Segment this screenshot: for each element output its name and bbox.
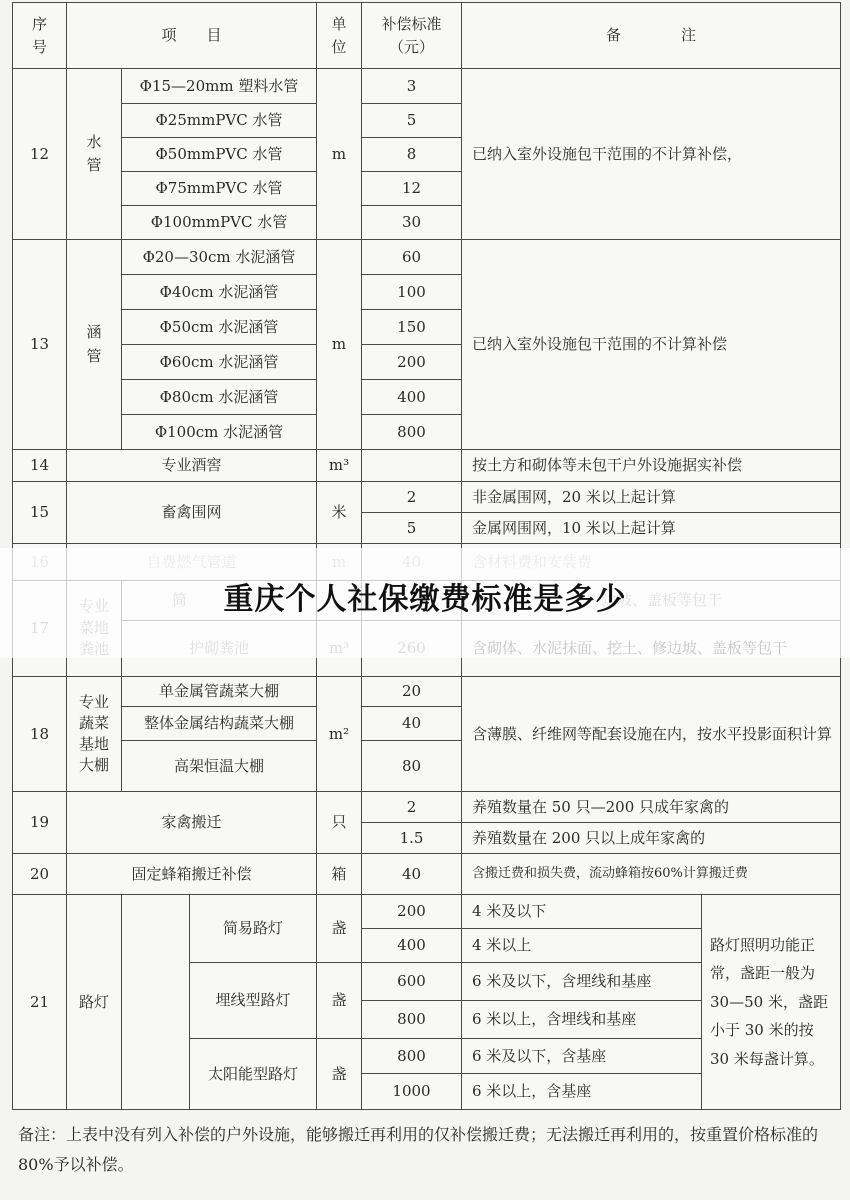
- row-unit: 米: [317, 482, 362, 544]
- item-name: Φ20—30cm 水泥涵管: [122, 240, 317, 275]
- table-row: [13, 450, 841, 482]
- item-value: 1000: [362, 1074, 462, 1110]
- item-value: 3: [362, 69, 462, 104]
- row-seq: 13: [13, 240, 67, 450]
- table-row: [13, 69, 841, 104]
- row-seq: 12: [13, 69, 67, 240]
- item-name: 高架恒温大棚: [122, 741, 317, 792]
- item-value: 2: [362, 482, 462, 513]
- item-name: 太阳能型路灯: [190, 1039, 317, 1110]
- item-value: 800: [362, 1001, 462, 1039]
- row-remark: 4 米及以下: [462, 895, 702, 929]
- row-unit: m: [317, 69, 362, 240]
- item-name: 整体金属结构蔬菜大棚: [122, 707, 317, 741]
- row-seq: 21: [13, 895, 67, 1110]
- item-value: 8: [362, 138, 462, 172]
- item-name: Φ50cm 水泥涵管: [122, 310, 317, 345]
- item-name: Φ50mmPVC 水管: [122, 138, 317, 172]
- row-seq: 18: [13, 677, 67, 792]
- table-row: [13, 895, 841, 929]
- row-category: 涵 管: [67, 240, 122, 450]
- row-unit: 盏: [317, 1039, 362, 1110]
- row-remark: 非金属围网，20 米以上起计算: [462, 482, 841, 513]
- item-value: 12: [362, 172, 462, 206]
- row-remark: 养殖数量在 50 只—200 只成年家禽的: [462, 792, 841, 823]
- item-name: Φ15—20mm 塑料水管: [122, 69, 317, 104]
- item-value: 150: [362, 310, 462, 345]
- item-value: 20: [362, 677, 462, 707]
- row-name: 固定蜂箱搬迁补偿: [67, 854, 317, 895]
- header-remark: 备 注: [462, 3, 841, 69]
- row-unit: m³: [317, 450, 362, 482]
- row-remark: 4 米以上: [462, 929, 702, 963]
- item-name: Φ80cm 水泥涵管: [122, 380, 317, 415]
- item-value: 5: [362, 104, 462, 138]
- row-remark: 6 米及以下，含埋线和基座: [462, 963, 702, 1001]
- header-item: 项 目: [67, 3, 317, 69]
- item-name: 单金属管蔬菜大棚: [122, 677, 317, 707]
- item-value: 600: [362, 963, 462, 1001]
- row-blank-cell: [122, 895, 190, 1110]
- header-unit: 单 位: [317, 3, 362, 69]
- item-name: Φ40cm 水泥涵管: [122, 275, 317, 310]
- footnote: 备注：上表中没有列入补偿的户外设施，能够搬迁再利用的仅补偿搬迁费；无法搬迁再利用的，按重置价格标准的 80%予以补偿。: [18, 1125, 819, 1174]
- row-remark: 6 米以上，含基座: [462, 1074, 702, 1110]
- row-name: 专业酒窖: [67, 450, 317, 482]
- header-seq: 序 号: [13, 3, 67, 69]
- item-value: 40: [362, 854, 462, 895]
- row-seq: 19: [13, 792, 67, 854]
- table-row: [13, 482, 841, 513]
- table-row: [13, 677, 841, 707]
- header-standard: 补偿标准 （元）: [362, 3, 462, 69]
- item-value: 30: [362, 206, 462, 240]
- item-value: 2: [362, 792, 462, 823]
- table-row: [13, 792, 841, 823]
- row-remark: 金属网围网，10 米以上起计算: [462, 513, 841, 544]
- row-category: 专业 蔬菜 基地 大棚: [67, 677, 122, 792]
- row-remark: 6 米以上，含埋线和基座: [462, 1001, 702, 1039]
- row-remark: 按土方和砌体等未包干户外设施据实补偿: [462, 450, 841, 482]
- row-unit: 盏: [317, 895, 362, 963]
- item-value: 800: [362, 415, 462, 450]
- item-value: 200: [362, 345, 462, 380]
- row-name: 畜禽围网: [67, 482, 317, 544]
- row-remark: 已纳入室外设施包干范围的不计算补偿，: [462, 69, 841, 240]
- item-value: 400: [362, 380, 462, 415]
- row-unit: 盏: [317, 963, 362, 1039]
- item-value: 200: [362, 895, 462, 929]
- item-name: Φ100mmPVC 水管: [122, 206, 317, 240]
- item-value: 40: [362, 707, 462, 741]
- item-name: Φ60cm 水泥涵管: [122, 345, 317, 380]
- row-unit: m²: [317, 677, 362, 792]
- table-row: [13, 854, 841, 895]
- item-value: 5: [362, 513, 462, 544]
- row-seq: 14: [13, 450, 67, 482]
- row-side-note: 路灯照明功能正常，盏距一般为 30—50 米，盏距小于 30 米的按 30 米每盏计算。: [702, 895, 841, 1110]
- item-name: Φ75mmPVC 水管: [122, 172, 317, 206]
- row-unit: m: [317, 240, 362, 450]
- table-row: [13, 240, 841, 275]
- row-remark: 6 米及以下，含基座: [462, 1039, 702, 1074]
- item-value: 1.5: [362, 823, 462, 854]
- row-unit: 只: [317, 792, 362, 854]
- table-header-row: [13, 3, 841, 69]
- row-remark: 含薄膜、纤维网等配套设施在内，按水平投影面积计算: [462, 677, 841, 792]
- row-seq: 20: [13, 854, 67, 895]
- row-remark: 含搬迁费和损失费，流动蜂箱按60%计算搬迁费: [462, 854, 841, 895]
- row-name: 家禽搬迁: [67, 792, 317, 854]
- row-seq: 15: [13, 482, 67, 544]
- row-category: 水 管: [67, 69, 122, 240]
- item-value: [362, 450, 462, 482]
- item-name: 简易路灯: [190, 895, 317, 963]
- item-value: 100: [362, 275, 462, 310]
- item-name: 埋线型路灯: [190, 963, 317, 1039]
- banner-title: 重庆个人社保缴费标准是多少: [223, 582, 627, 617]
- row-unit: 箱: [317, 854, 362, 895]
- row-remark: 已纳入室外设施包干范围的不计算补偿: [462, 240, 841, 450]
- row-category: 路灯: [67, 895, 122, 1110]
- item-value: 400: [362, 929, 462, 963]
- item-value: 800: [362, 1039, 462, 1074]
- item-name: Φ25mmPVC 水管: [122, 104, 317, 138]
- item-value: 80: [362, 741, 462, 792]
- item-value: 60: [362, 240, 462, 275]
- row-remark: 养殖数量在 200 只以上成年家禽的: [462, 823, 841, 854]
- item-name: Φ100cm 水泥涵管: [122, 415, 317, 450]
